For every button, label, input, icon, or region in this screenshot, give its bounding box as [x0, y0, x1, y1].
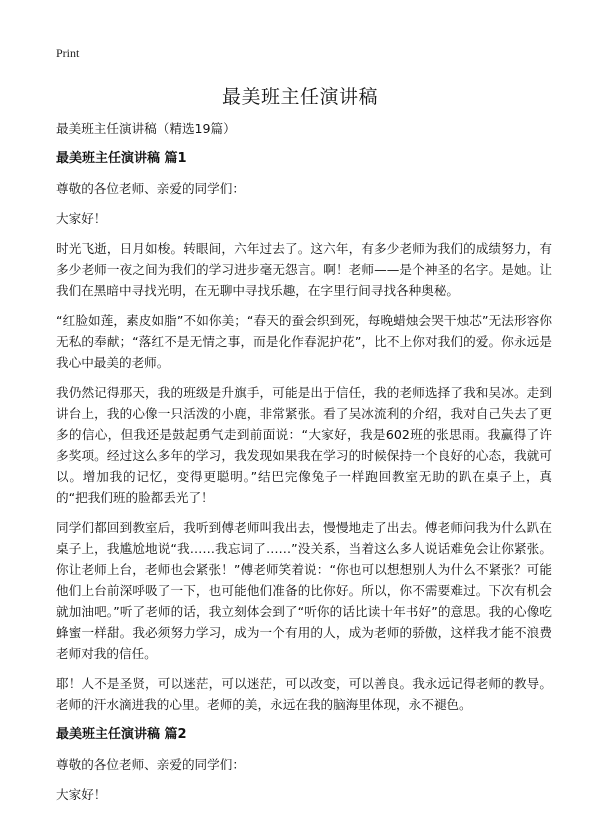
document-body	[56, 118, 552, 814]
page-title: 最美班主任演讲稿	[221, 86, 378, 108]
greeting: 大家好！	[56, 787, 107, 802]
salutation: 尊敬的各位老师、亲爱的同学们：	[56, 181, 245, 196]
body-paragraph: 同学们都回到教室后，我听到傅老师叫我出去，慢慢地走了出去。傅老师问我为什么趴在桌子上，我尴尬地说“我……我忘词了……”没关系，当着这么多人说话难免会让你紧张。你让老师上台，老师也会紧张！”傅老师笑着说：“你也可以想想别人为什么不紧张？可能他们上台前深呼吸了一下，也可能他们准备的比你好。所以，你不需要难过。下次有机会就加油吧。”听了老师的话，我立刻体会到了“听你的话比读十年书好”的意思。我的心像吃蜂蜜一样甜。我必须努力学习，成为一个有用的人，成为老师的骄傲，这样我才能不浪费老师对我的信任。	[56, 520, 552, 661]
section-2	[56, 724, 552, 805]
document-subtitle: 最美班主任演讲稿（精选19篇）	[56, 121, 236, 136]
section-1	[56, 148, 552, 715]
body-paragraph: 耶！人不是圣贤，可以迷茫，可以迷茫，可以改变，可以善良。我永远记得老师的教导。老师的汗水滴进我的心里。老师的美，永远在我的脑海里体现，永不褪色。	[56, 676, 552, 712]
body-paragraph: 时光飞逝，日月如梭。转眼间，六年过去了。这六年，有多少老师为我们的成绩努力，有多少老师一夜之间为我们的学习进步毫无怨言。啊！老师——是个神圣的名字。是她。让我们在黑暗中寻找光明，在无聊中寻找乐趣，在字里行间寻找各种奥秘。	[56, 241, 552, 298]
body-paragraph: “红脸如莲，素皮如脂”不如你美；“春天的蚕会织到死，每晚蜡烛会哭干烛芯”无法形容你无私的奉献；“落红不是无情之事，而是化作春泥护花”，比不上你对我们的爱。你永远是我心中最美的老师。	[56, 313, 552, 370]
section-heading: 最美班主任演讲稿 篇1	[56, 151, 187, 166]
greeting: 大家好！	[56, 211, 107, 226]
section-heading: 最美班主任演讲稿 篇2	[56, 727, 187, 742]
salutation: 尊敬的各位老师、亲爱的同学们：	[56, 757, 245, 772]
body-paragraph: 我仍然记得那天，我的班级是升旗手，可能是出于信任，我的老师选择了我和吴冰。走到讲台上，我的心像一只活泼的小鹿，非常紧张。看了吴冰流利的介绍，我对自己失去了更多的信心，但我还是鼓起勇气走到前面说：“大家好，我是602班的张思雨。我赢得了许多奖项。经过这么多年的学习，我发现如果我在学习的时候保持一个良好的心态，我就可以。增加我的记忆，变得更聪明。”结巴完像兔子一样跑回教室无助的趴在桌子上，真的“把我们班的脸都丢光了！	[56, 385, 552, 505]
print-link[interactable]: Print	[56, 46, 80, 60]
